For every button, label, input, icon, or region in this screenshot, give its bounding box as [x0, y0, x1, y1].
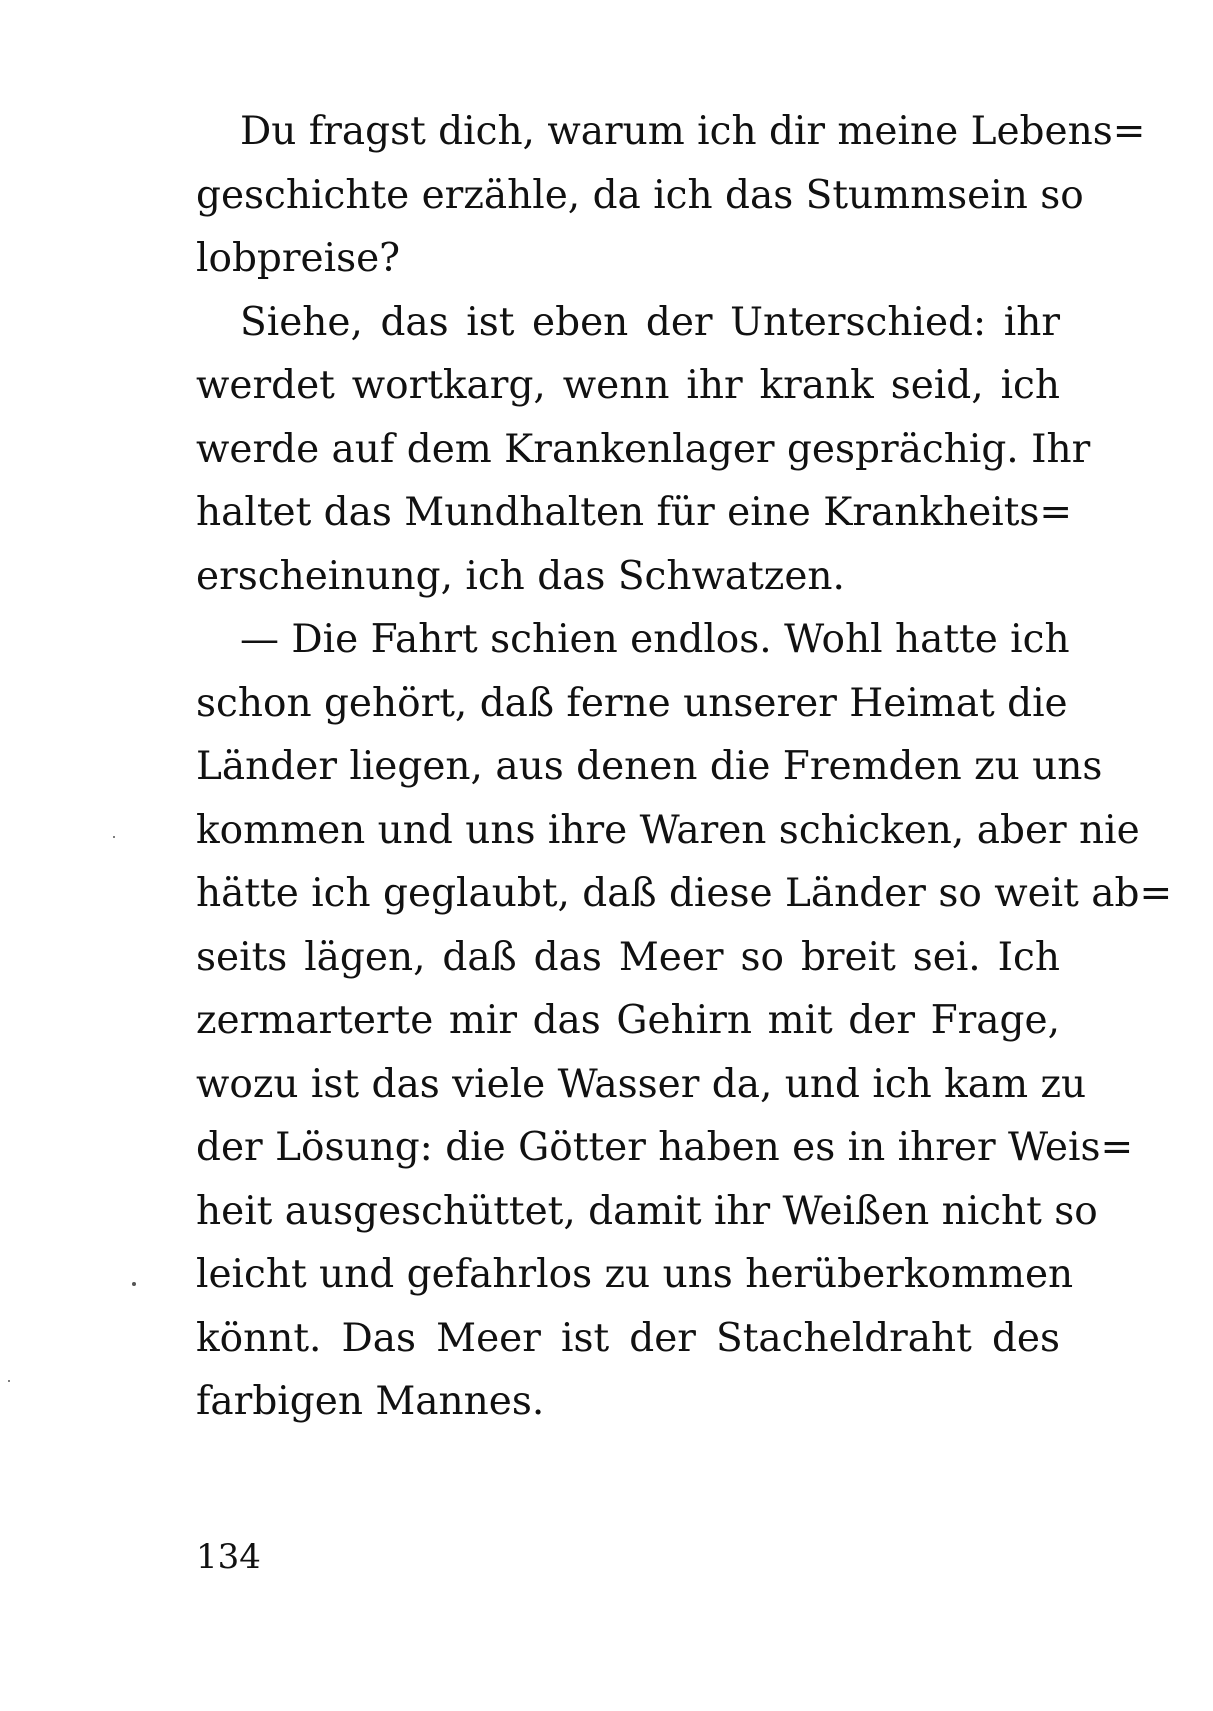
text-line: Siehe, das ist eben der Unterschied: ihr	[240, 299, 1060, 345]
scan-speck	[8, 1380, 10, 1382]
text-line: Du fragst dich, warum ich dir meine Lebens=	[240, 109, 1146, 154]
text-line: der Lösung: die Götter haben es in ihrer Weis=	[196, 1125, 1134, 1170]
text-line: haltet das Mundhalten für eine Krankheits=	[196, 490, 1073, 535]
text-line: zermarterte mir das Gehirn mit der Frage,	[196, 998, 1060, 1043]
text-line: werdet wortkarg, wenn ihr krank seid, ich	[196, 363, 1060, 408]
text-line: leicht und gefahrlos zu uns herüberkommen	[196, 1252, 1074, 1297]
text-line: erscheinung, ich das Schwatzen.	[196, 553, 845, 599]
text-line: Länder liegen, aus denen die Fremden zu uns	[196, 744, 1103, 789]
text-line: hätte ich geglaubt, daß diese Länder so weit ab=	[196, 871, 1173, 916]
body-text	[196, 100, 1173, 1434]
text-line: farbigen Mannes.	[196, 1379, 545, 1424]
text-line: heit ausgeschüttet, damit ihr Weißen nicht so	[196, 1188, 1098, 1234]
page-number: 134	[196, 1537, 261, 1577]
text-line: kommen und uns ihre Waren schicken, aber nie	[196, 807, 1140, 853]
text-line: lobpreise?	[196, 236, 401, 281]
text-line: — Die Fahrt schien endlos. Wohl hatte ich	[240, 617, 1070, 662]
text-line: seits lägen, daß das Meer so breit sei. Ich	[196, 934, 1060, 980]
text-line: schon gehört, daß ferne unserer Heimat die	[196, 680, 1068, 726]
scan-speck	[132, 1282, 136, 1286]
text-line: könnt. Das Meer ist der Stacheldraht des	[196, 1315, 1060, 1361]
scan-speck	[113, 836, 115, 838]
text-line: werde auf dem Krankenlager gesprächig. Ihr	[196, 426, 1091, 472]
text-line: wozu ist das viele Wasser da, und ich kam zu	[196, 1061, 1087, 1107]
text-line: geschichte erzähle, da ich das Stummsein so	[196, 172, 1084, 218]
